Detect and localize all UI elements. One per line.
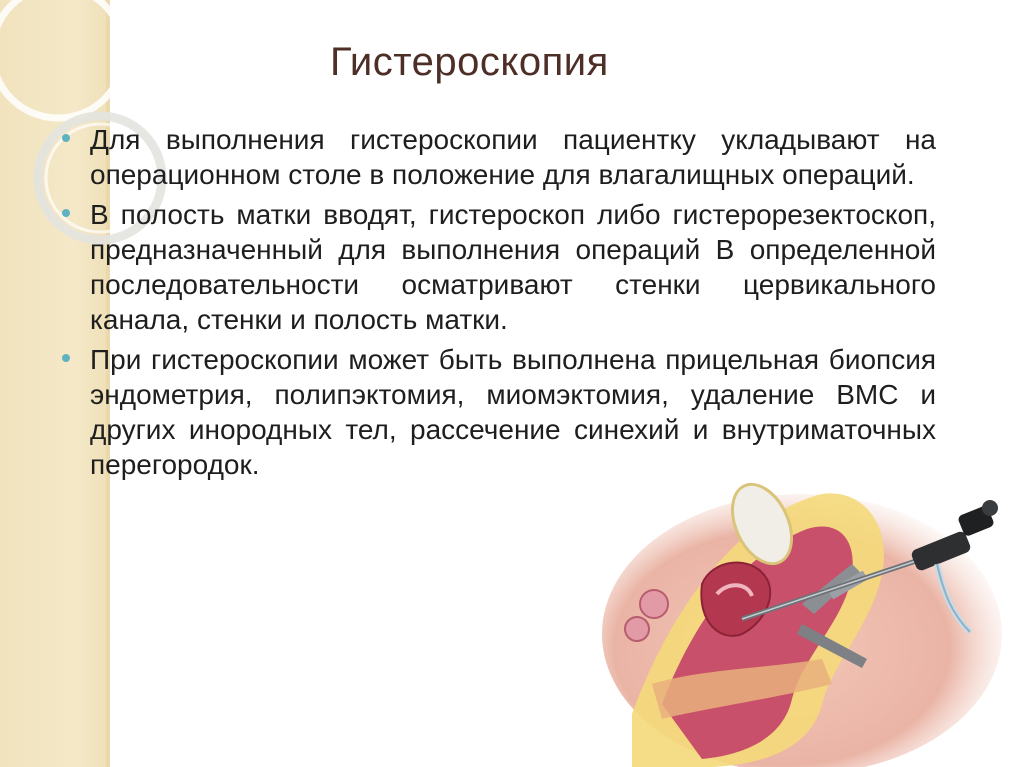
- bullet-text: Для выполнения гистероскопии пациентку укладывают на операционном столе в положение для влагалищных операций.: [90, 124, 936, 190]
- slide-title: Гистероскопия: [330, 40, 609, 84]
- bullet-dot-icon: [62, 209, 70, 217]
- bullet-list: [90, 122, 936, 487]
- bullet-item: [90, 122, 936, 192]
- bullet-dot-icon: [62, 354, 70, 362]
- bullet-text: При гистероскопии может быть выполнена прицельная биопсия эндометрия, полипэктомия, миомэктомия, удаление ВМС и других инородных тел, рассечение синехий и внутриматочных перегородок.: [90, 344, 936, 480]
- hysteroscopy-anatomy-illustration: [592, 454, 1024, 767]
- bullet-text: В полость матки вводят, гистероскоп либо гистерорезектоскоп, предназначенный для выполнения операций В определенной последовательности осматривают стенки цервикального канала, стенки и полость матки.: [90, 199, 936, 335]
- bullet-dot-icon: [62, 134, 70, 142]
- bullet-item: [90, 197, 936, 337]
